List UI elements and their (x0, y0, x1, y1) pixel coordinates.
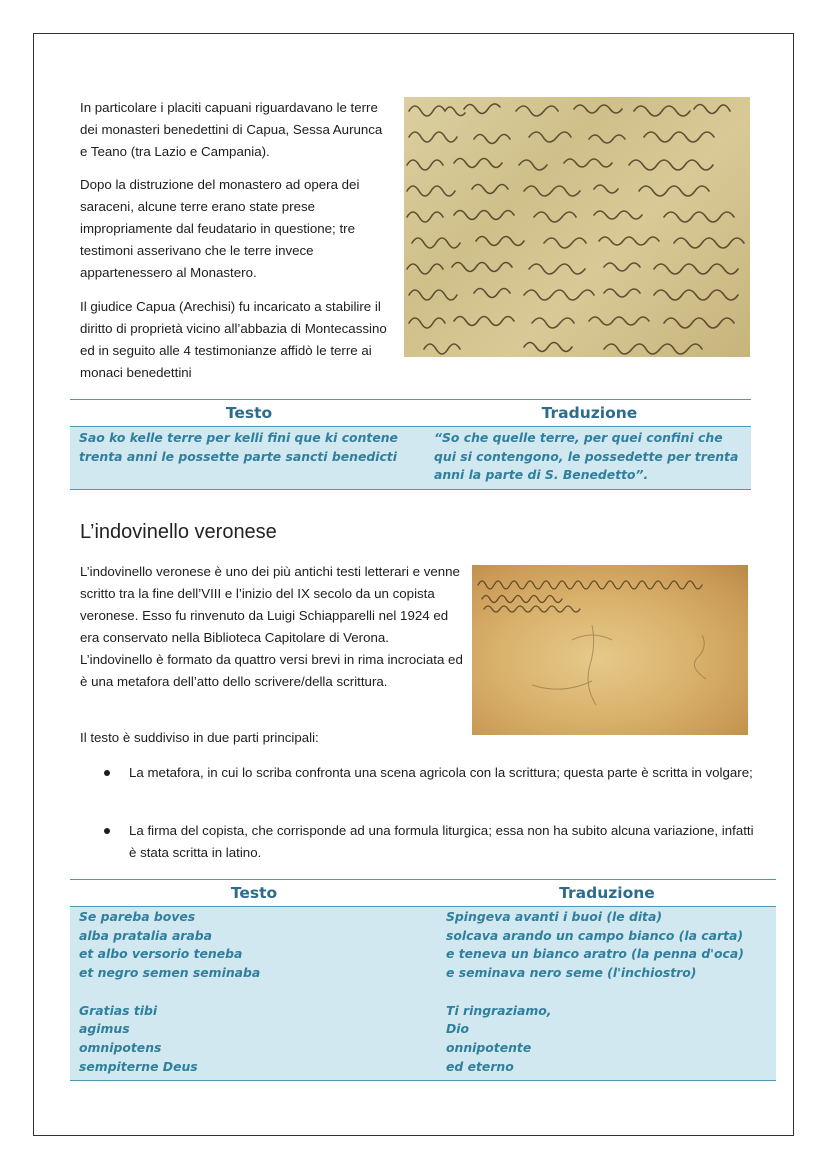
table-header-row (70, 400, 751, 427)
translation-line: e teneva un bianco aratro (la penna d'oca) (446, 946, 744, 962)
latin-verse-line: omnipotens (79, 1039, 162, 1055)
paragraph-giudice-capua: Il giudice Capua (Arechisi) fu incaricato a stabilire il diritto di proprietà vicino all’abbazia di Montecassino ed in seguito alle 4 testimonianze affidò le terre ai monaci benedettini (80, 299, 387, 380)
table-cell-traduzione (438, 907, 776, 1081)
blank-line (79, 983, 430, 1002)
table-header-row (70, 880, 776, 907)
table-cell-traduzione: “So che quelle terre, per quei confini che qui si contengono, le possedette per trenta anni la parte di S. Benedetto”. (434, 430, 739, 483)
manuscript-parchment-graphic (472, 565, 748, 735)
latin-verse-line: Gratias tibi (79, 1002, 158, 1018)
translation-line: onnipotente (446, 1039, 532, 1055)
latin-verse-line: agimus (79, 1021, 130, 1037)
table-header-testo: Testo (230, 884, 278, 902)
paragraph-distruzione-monastero: Dopo la distruzione del monastero ad opera dei saraceni, alcune terre erano state prese impropriamente dal feudatario in questione; tre testimoni asserivano che le terre invece appartenessero al Monastero. (80, 177, 360, 280)
indovinello-manuscript-image (472, 565, 748, 735)
table-header-testo: Testo (225, 404, 273, 422)
translation-line: Dio (446, 1021, 470, 1037)
paragraph-due-parti: Il testo è suddiviso in due parti principali: (80, 730, 319, 745)
blank-line (446, 983, 768, 1002)
paragraph-placiti-capuani: In particolare i placiti capuani riguardavano le terre dei monasteri benedettini di Capua, Sessa Aurunca e Teano (tra Lazio e Campania). (80, 100, 383, 159)
table-row (70, 907, 776, 1081)
latin-verse-line: Se pareba boves (79, 909, 196, 924)
section-heading-indovinello: L’indovinello veronese (80, 521, 277, 543)
manuscript-handwriting-graphic (404, 97, 750, 357)
bullet-item-metafora: La metafora, in cui lo scriba confronta una scena agricola con la scrittura; questa parte è scritta in volgare; (129, 765, 753, 780)
translation-line: Ti ringraziamo, (446, 1002, 552, 1018)
latin-verse-line: et albo versorio teneba (79, 946, 243, 962)
placito-capuano-manuscript-image (404, 97, 750, 357)
latin-verse-line: et negro semen seminaba (79, 965, 261, 981)
table-cell-testo (70, 907, 438, 1081)
translation-line: solcava arando un campo bianco (la carta) (446, 927, 744, 943)
translation-line: e seminava nero seme (l'inchiostro) (446, 965, 697, 981)
latin-verse-line: alba pratalia araba (79, 927, 213, 943)
bullet-item-firma: La firma del copista, che corrisponde ad una formula liturgica; essa non ha subito alcuna variazione, infatti è stata scritta in latino. (129, 823, 754, 860)
translation-line: ed eterno (446, 1058, 514, 1074)
indovinello-translation-table (70, 879, 776, 1081)
placito-translation-table (70, 399, 751, 490)
latin-verse-line: sempiterne Deus (79, 1058, 198, 1074)
bullet-dot (104, 828, 110, 834)
bullet-dot (104, 770, 110, 776)
table-row (70, 427, 751, 490)
table-cell-testo: Sao ko kelle terre per kelli fini que ki contene trenta anni le possette parte sancti benedicti (79, 430, 398, 464)
table-header-traduzione: Traduzione (541, 404, 638, 422)
paragraph-indovinello-intro: L’indovinello veronese è uno dei più antichi testi letterari e venne scritto tra la fine dell’VIII e l’inizio del IX secolo da un copista veronese. Esso fu rinvenuto da Luigi Schiapparelli nel 1924 ed era conservato nella Biblioteca Capitolare di Verona. L’indovinello è formato da quattro versi brevi in rima incrociata ed è una metafora dell’atto dello scrivere/della scrittura. (80, 564, 463, 689)
translation-line: Spingeva avanti i buoi (le dita) (446, 909, 663, 924)
table-header-traduzione: Traduzione (559, 884, 655, 902)
